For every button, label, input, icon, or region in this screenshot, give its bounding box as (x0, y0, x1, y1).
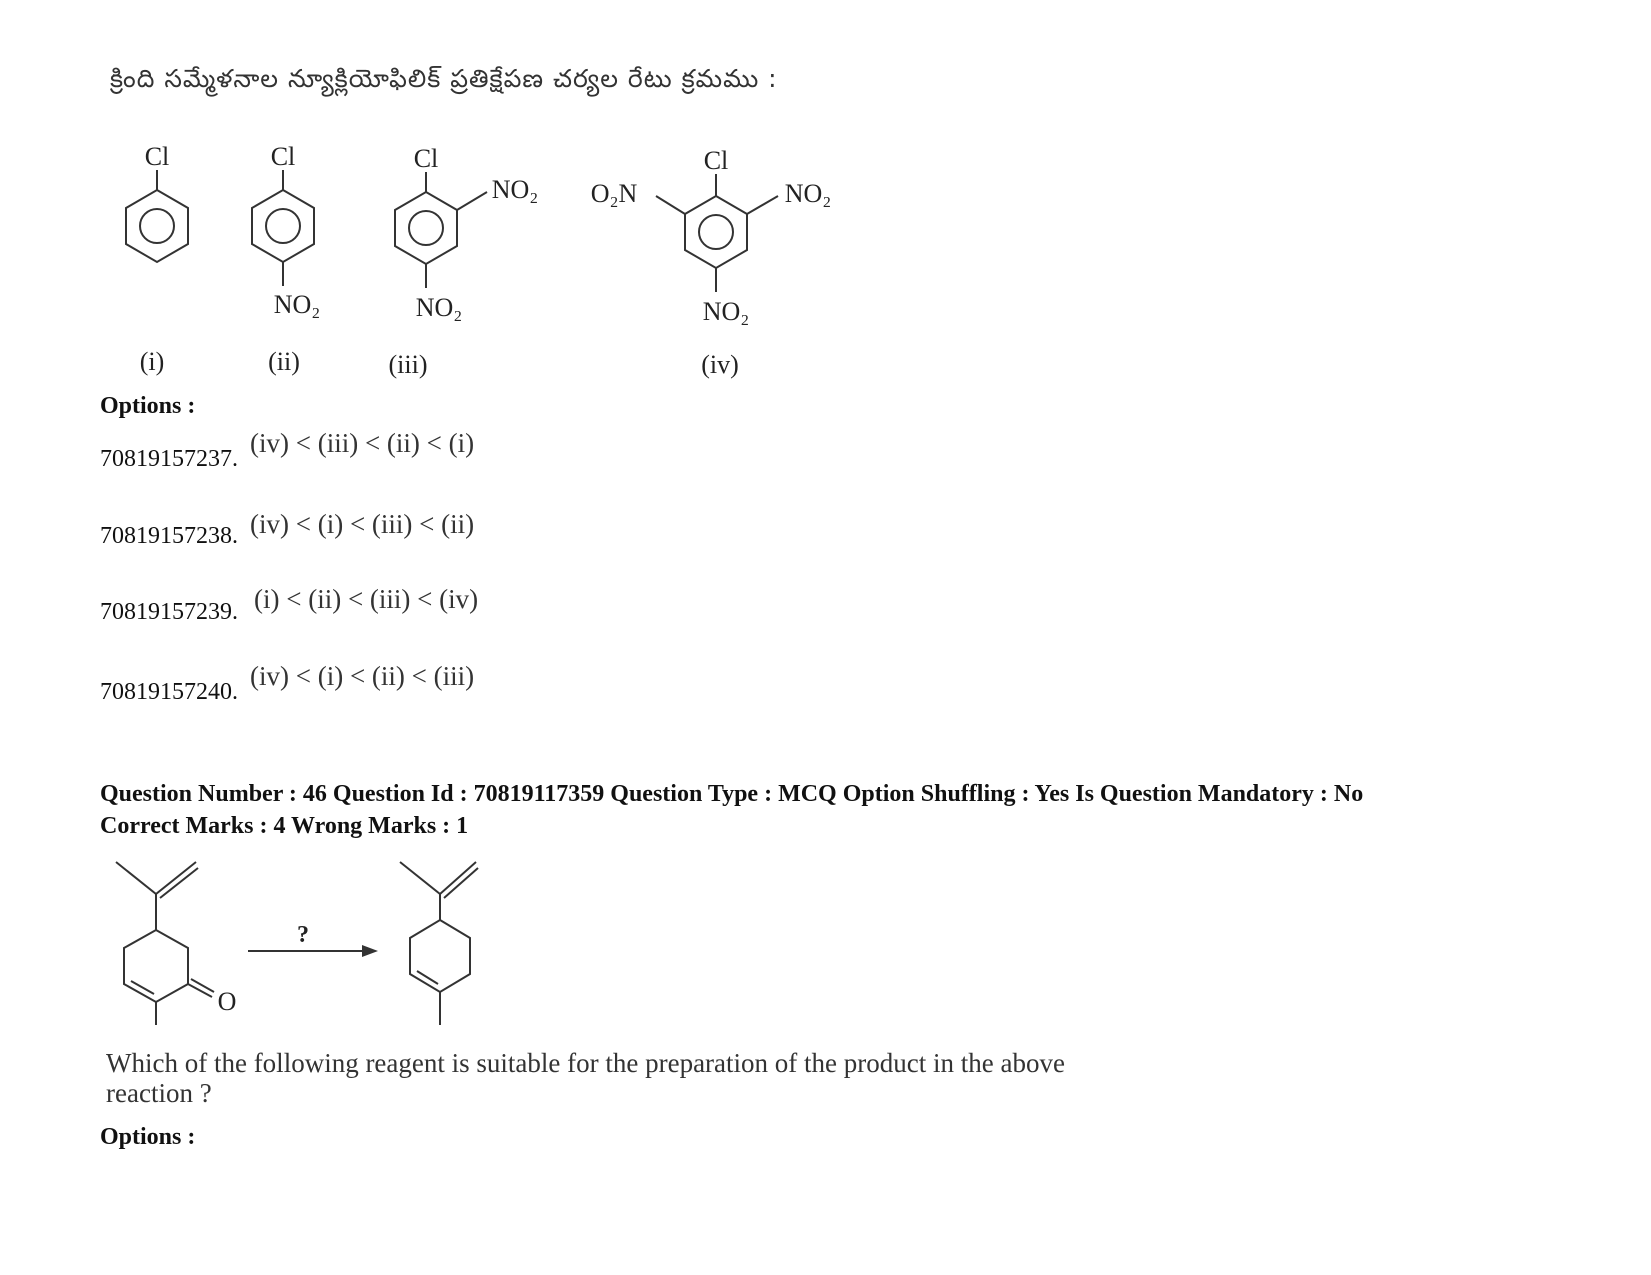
structure-label: (ii) (268, 347, 300, 376)
substituent-left: O₂N (590, 179, 638, 208)
arrow-label: ? (297, 922, 309, 948)
option-value: (iv) < (iii) < (ii) < (i) (250, 428, 475, 458)
question-text: క్రింది సమ్మేళనాల న్యూక్లియోఫిలిక్ ప్రతిక్షేపణ చర్యల రేటు క్రమము : (110, 64, 778, 93)
structure-iv (560, 140, 850, 385)
options-heading: Options : (100, 1124, 196, 1150)
substituent-top: Cl (144, 142, 170, 171)
substituent-right: NO₂ (491, 175, 539, 204)
reaction-arrow (248, 922, 378, 957)
option-value: (iv) < (i) < (ii) < (iii) (250, 661, 475, 691)
substituent-top: Cl (270, 142, 296, 171)
structure-ii (230, 140, 350, 385)
question-text-line-1: Which of the following reagent is suitable for the preparation of the product in the above (106, 1048, 1065, 1078)
substituent-right: NO₂ (784, 179, 832, 208)
carbonyl-oxygen: O (217, 987, 237, 1016)
option-value: (iv) < (i) < (iii) < (ii) (250, 509, 475, 539)
structure-label: (iii) (388, 350, 428, 379)
substituent-bottom: NO₂ (273, 290, 321, 319)
options-heading: Options : (100, 393, 196, 419)
substituent-bottom: NO₂ (702, 297, 750, 326)
structure-label: (iv) (701, 350, 739, 379)
question-meta: Question Number : 46 Question Id : 70819117359 Question Type : MCQ Option Shuffling : Yes Is Question Mandatory : No (100, 781, 1364, 807)
substituent-bottom: NO₂ (415, 293, 463, 322)
question-text-line-2: reaction ? (106, 1078, 212, 1108)
option-id: 70819157240. (100, 679, 238, 705)
option-id: 70819157239. (100, 599, 238, 625)
question-marks: Correct Marks : 4 Wrong Marks : 1 (100, 813, 469, 839)
option-id: 70819157237. (100, 446, 238, 472)
structure-iii (355, 140, 555, 385)
reactant-structure (116, 862, 236, 1025)
option-id: 70819157238. (100, 523, 238, 549)
substituent-top: Cl (413, 144, 439, 173)
structure-i (100, 140, 220, 385)
structure-label: (i) (139, 347, 165, 376)
substituent-top: Cl (703, 146, 729, 175)
product-structure (400, 862, 478, 1025)
reaction-scheme (100, 850, 500, 1035)
option-value: (i) < (ii) < (iii) < (iv) (254, 584, 479, 614)
